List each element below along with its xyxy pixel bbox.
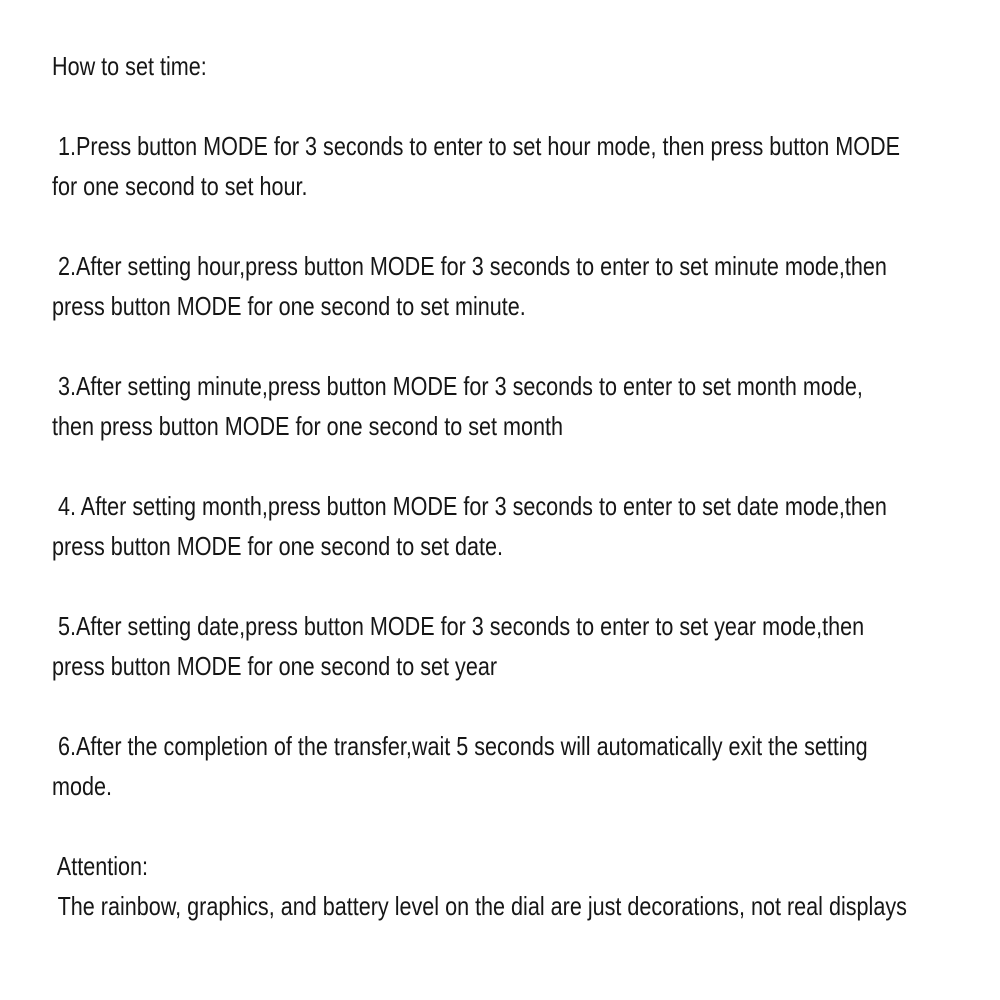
step-6-line-1: 6.After the completion of the transfer,wait 5 seconds will automatically exit the setting	[52, 731, 868, 761]
step-4	[52, 486, 1000, 566]
step-2	[52, 246, 1000, 326]
step-1-line-2: for one second to set hour.	[52, 171, 308, 201]
step-1	[52, 126, 1000, 206]
document-title: How to set time:	[52, 51, 207, 81]
step-1-line-1: 1.Press button MODE for 3 seconds to enter to set hour mode, then press button MODE	[52, 131, 901, 161]
step-3-line-2: then press button MODE for one second to set month	[52, 411, 564, 441]
attention-heading: Attention:	[52, 851, 148, 881]
attention-body: The rainbow, graphics, and battery level on the dial are just decorations, not real displays	[52, 891, 907, 921]
step-2-line-1: 2.After setting hour,press button MODE for 3 seconds to enter to set minute mode,then	[52, 251, 887, 281]
step-4-line-2: press button MODE for one second to set date.	[52, 531, 504, 561]
step-5-line-2: press button MODE for one second to set year	[52, 651, 498, 681]
document-content	[52, 46, 1000, 966]
step-6-line-2: mode.	[52, 771, 112, 801]
step-6	[52, 726, 1000, 806]
document-title-block	[52, 46, 1000, 86]
step-5	[52, 606, 1000, 686]
step-2-line-2: press button MODE for one second to set minute.	[52, 291, 526, 321]
step-5-line-1: 5.After setting date,press button MODE for 3 seconds to enter to set year mode,then	[52, 611, 865, 641]
step-4-line-1: 4. After setting month,press button MODE for 3 seconds to enter to set date mode,then	[52, 491, 887, 521]
attention-block	[52, 846, 1000, 926]
step-3-line-1: 3.After setting minute,press button MODE for 3 seconds to enter to set month mode,	[52, 371, 863, 401]
step-3	[52, 366, 1000, 446]
